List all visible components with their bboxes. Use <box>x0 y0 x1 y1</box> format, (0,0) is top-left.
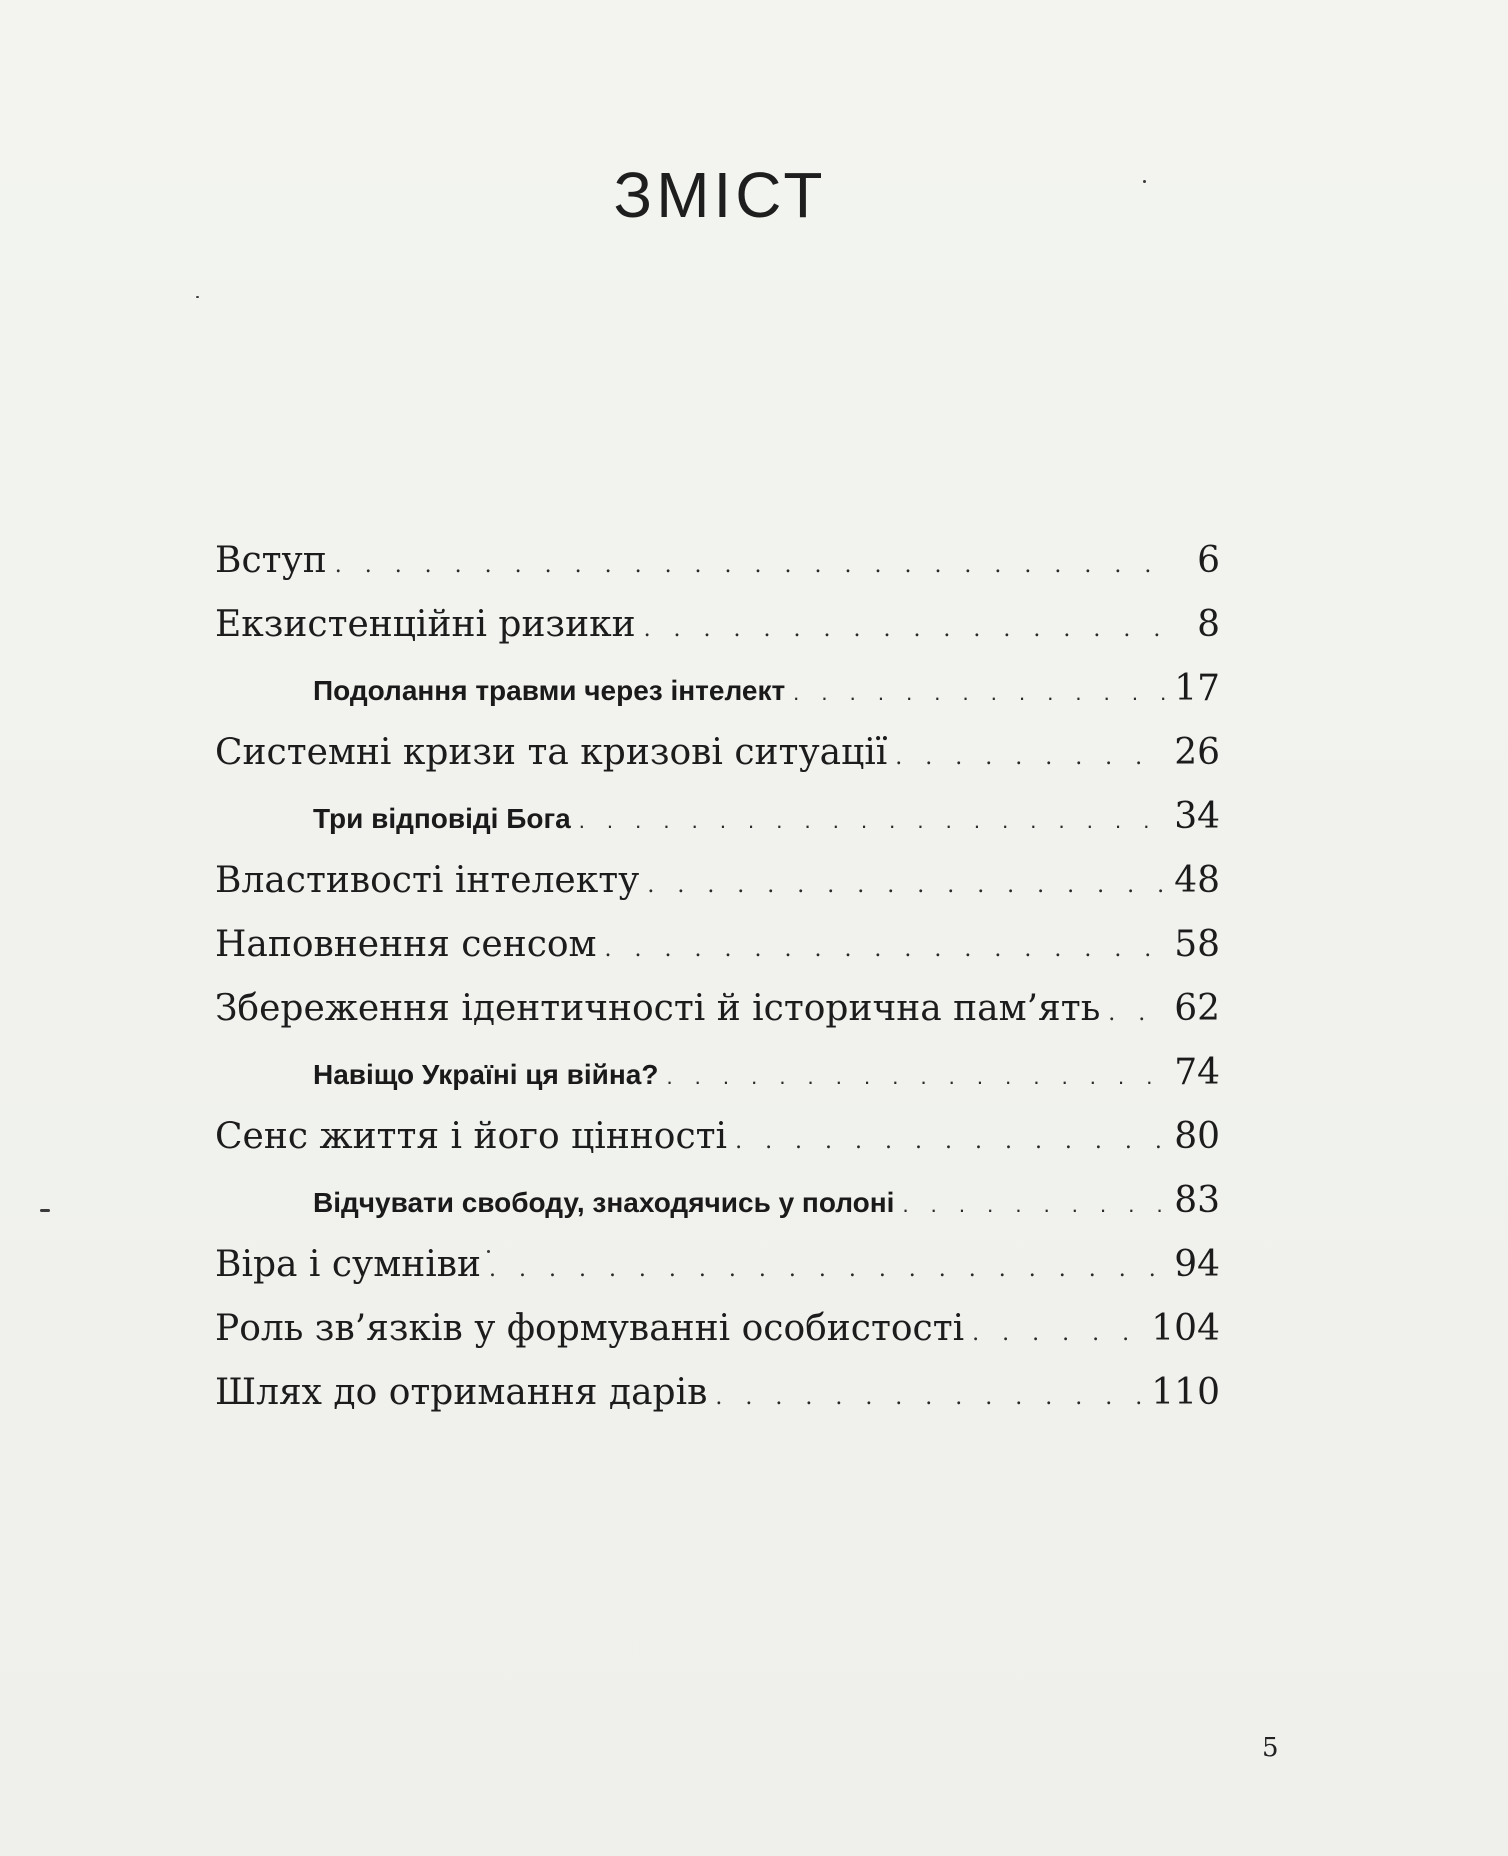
toc-entry-title: Три відповіді Бога <box>313 803 571 834</box>
toc-entry-page: 8 <box>1197 604 1220 645</box>
toc-entry-title: Системні кризи та кризові ситуації <box>215 732 888 773</box>
dot-leader <box>895 745 1166 770</box>
dot-leader <box>605 937 1167 962</box>
toc-entry <box>215 1116 1220 1180</box>
toc-entry-page: 17 <box>1174 668 1220 709</box>
toc-entry <box>215 1308 1220 1372</box>
toc-entry-title: Сенс життя і його цінності <box>215 1116 728 1157</box>
toc-entry <box>215 1372 1220 1436</box>
toc-entry-page: 6 <box>1197 540 1220 581</box>
toc-entry-page: 94 <box>1174 1244 1220 1285</box>
dot-leader <box>972 1321 1143 1346</box>
toc-entry <box>215 1244 1220 1308</box>
dot-leader <box>579 808 1166 834</box>
dot-leader <box>666 1064 1166 1090</box>
toc-entry-page: 110 <box>1151 1372 1220 1413</box>
dot-leader <box>335 553 1172 578</box>
dot-leader <box>1108 1001 1166 1026</box>
toc-entry <box>215 540 1220 604</box>
toc-entry-page: 74 <box>1174 1052 1220 1093</box>
toc-entry-title: Навіщо Україні ця війна? <box>313 1059 659 1090</box>
dot-leader <box>793 680 1166 706</box>
paper-speck <box>487 1250 490 1253</box>
toc-entry-page: 62 <box>1174 988 1220 1029</box>
paper-speck <box>40 1209 50 1212</box>
toc-entry-title: Роль зв’язків у формуванні особистості <box>215 1308 965 1349</box>
toc-entry <box>215 988 1220 1052</box>
toc-entry-title: Екзистенційні ризики <box>215 604 636 645</box>
toc-entry-page: 34 <box>1174 796 1220 837</box>
toc-entry-page: 48 <box>1174 860 1220 901</box>
dot-leader <box>644 617 1172 642</box>
dot-leader <box>647 873 1166 898</box>
toc-subentry <box>215 668 1220 732</box>
dot-leader <box>489 1257 1166 1282</box>
toc-entry-title: Шлях до отримання дарів <box>215 1372 708 1413</box>
page-title: ЗМІСТ <box>613 159 827 231</box>
toc-entry-title: Подолання травми через інтелект <box>313 675 786 706</box>
toc-entry-title: Віра і сумніви <box>215 1244 481 1285</box>
toc-entry <box>215 732 1220 796</box>
page-number: 5 <box>1262 1733 1279 1763</box>
table-of-contents <box>215 540 1220 1436</box>
toc-entry-title: Відчувати свободу, знаходячись у полоні <box>313 1187 895 1218</box>
toc-entry <box>215 860 1220 924</box>
toc-subentry <box>215 796 1220 860</box>
toc-subentry <box>215 1052 1220 1116</box>
toc-entry-page: 83 <box>1174 1180 1220 1221</box>
dot-leader <box>715 1385 1143 1410</box>
toc-subentry <box>215 1180 1220 1244</box>
toc-entry-page: 80 <box>1174 1116 1220 1157</box>
dot-leader <box>902 1192 1166 1218</box>
paper-speck <box>1143 180 1146 183</box>
paper-speck <box>196 296 199 298</box>
toc-entry-page: 104 <box>1151 1308 1220 1349</box>
toc-entry-page: 58 <box>1174 924 1220 965</box>
toc-entry-title: Збереження ідентичності й історична пам’ять <box>215 988 1101 1029</box>
toc-entry-title: Вступ <box>215 540 327 581</box>
toc-entry-page: 26 <box>1174 732 1220 773</box>
toc-entry <box>215 924 1220 988</box>
toc-entry-title: Властивості інтелекту <box>215 860 640 901</box>
toc-entry-title: Наповнення сенсом <box>215 924 597 965</box>
dot-leader <box>735 1129 1166 1154</box>
toc-entry <box>215 604 1220 668</box>
